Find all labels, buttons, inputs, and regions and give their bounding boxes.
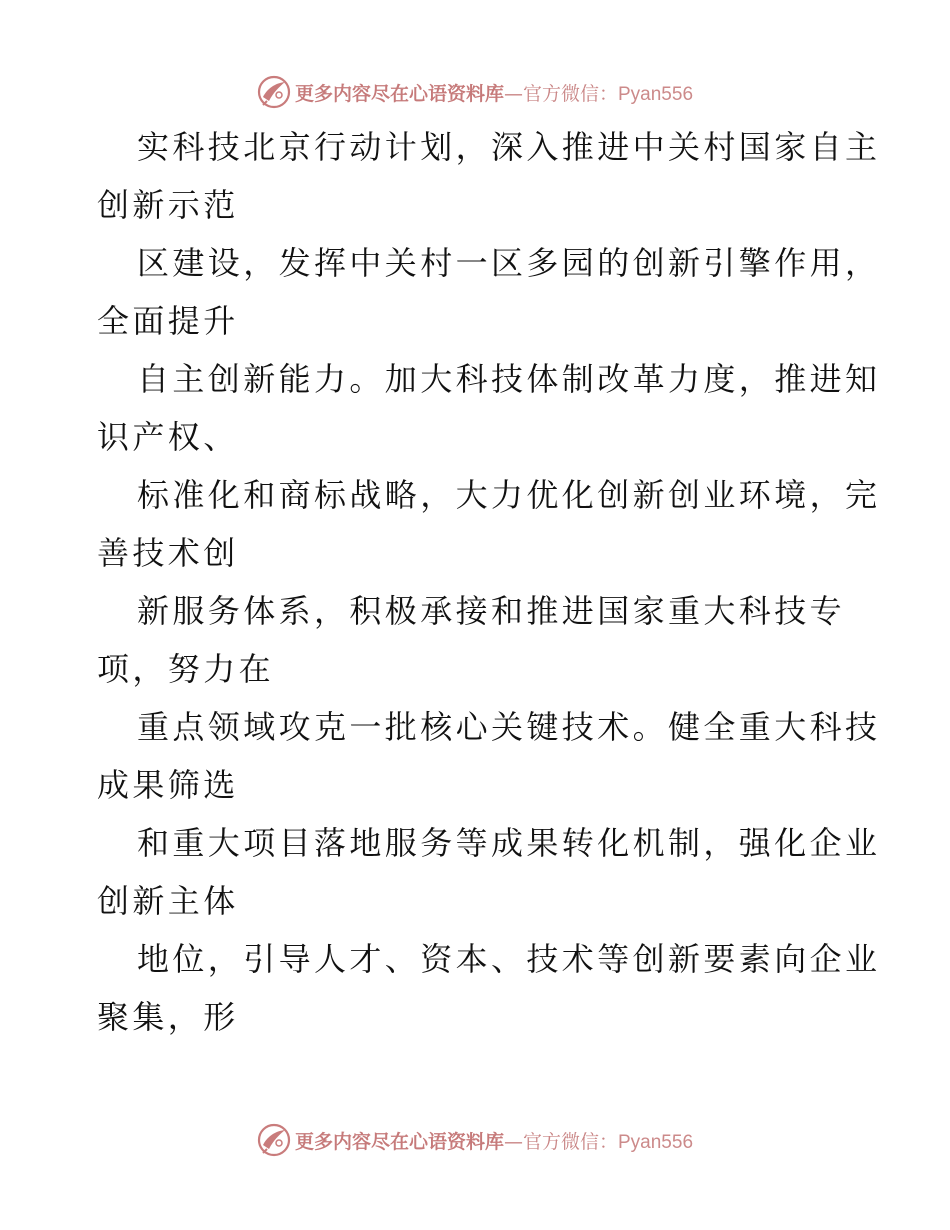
document-body [97, 118, 881, 1046]
watermark-dash: — [503, 1130, 523, 1153]
paragraph-line: 新服务体系，积极承接和推进国家重大科技专 [137, 592, 846, 630]
paragraph-line: 区建设，发挥中关村一区多园的创新引擎作用， [137, 244, 881, 282]
paragraph-line: 和重大项目落地服务等成果转化机制，强化企业 [137, 824, 881, 862]
paragraph-line: 实科技北京行动计划，深入推进中关村国家自主 [137, 128, 881, 166]
paragraph-4 [97, 466, 881, 582]
paragraph-8 [97, 930, 881, 1046]
pen-logo-icon [257, 1123, 291, 1157]
watermark-id: Pyan556 [618, 1131, 694, 1153]
paragraph-line: 项，努力在 [97, 650, 275, 688]
watermark-label: 官方微信： [522, 82, 618, 105]
watermark-main: 更多内容尽在心语资料库 [294, 82, 504, 105]
watermark-id: Pyan556 [618, 83, 694, 105]
paragraph-1 [97, 118, 881, 234]
paragraph-line: 善技术创 [97, 534, 239, 572]
paragraph-line: 全面提升 [97, 302, 239, 340]
watermark-label: 官方微信： [522, 1130, 618, 1153]
paragraph-6 [97, 698, 881, 814]
watermark-text [295, 79, 693, 106]
paragraph-7 [97, 814, 881, 930]
header-watermark [0, 72, 950, 112]
paragraph-3 [97, 350, 881, 466]
paragraph-2 [97, 234, 881, 350]
paragraph-line: 重点领域攻克一批核心关键技术。健全重大科技 [137, 708, 881, 746]
paragraph-line: 标准化和商标战略，大力优化创新创业环境，完 [137, 476, 881, 514]
paragraph-line: 聚集，形 [97, 998, 239, 1036]
watermark-dash: — [503, 82, 523, 105]
paragraph-line: 成果筛选 [97, 766, 239, 804]
paragraph-line: 创新示范 [97, 186, 239, 224]
paragraph-line: 地位，引导人才、资本、技术等创新要素向企业 [137, 940, 881, 978]
watermark-main: 更多内容尽在心语资料库 [294, 1130, 504, 1153]
paragraph-line: 创新主体 [97, 882, 239, 920]
paragraph-5 [97, 582, 857, 698]
pen-logo-icon [257, 75, 291, 109]
footer-watermark [0, 1120, 950, 1160]
paragraph-line: 自主创新能力。加大科技体制改革力度，推进知 [137, 360, 881, 398]
paragraph-line: 识产权、 [97, 418, 239, 456]
watermark-text [295, 1127, 693, 1154]
